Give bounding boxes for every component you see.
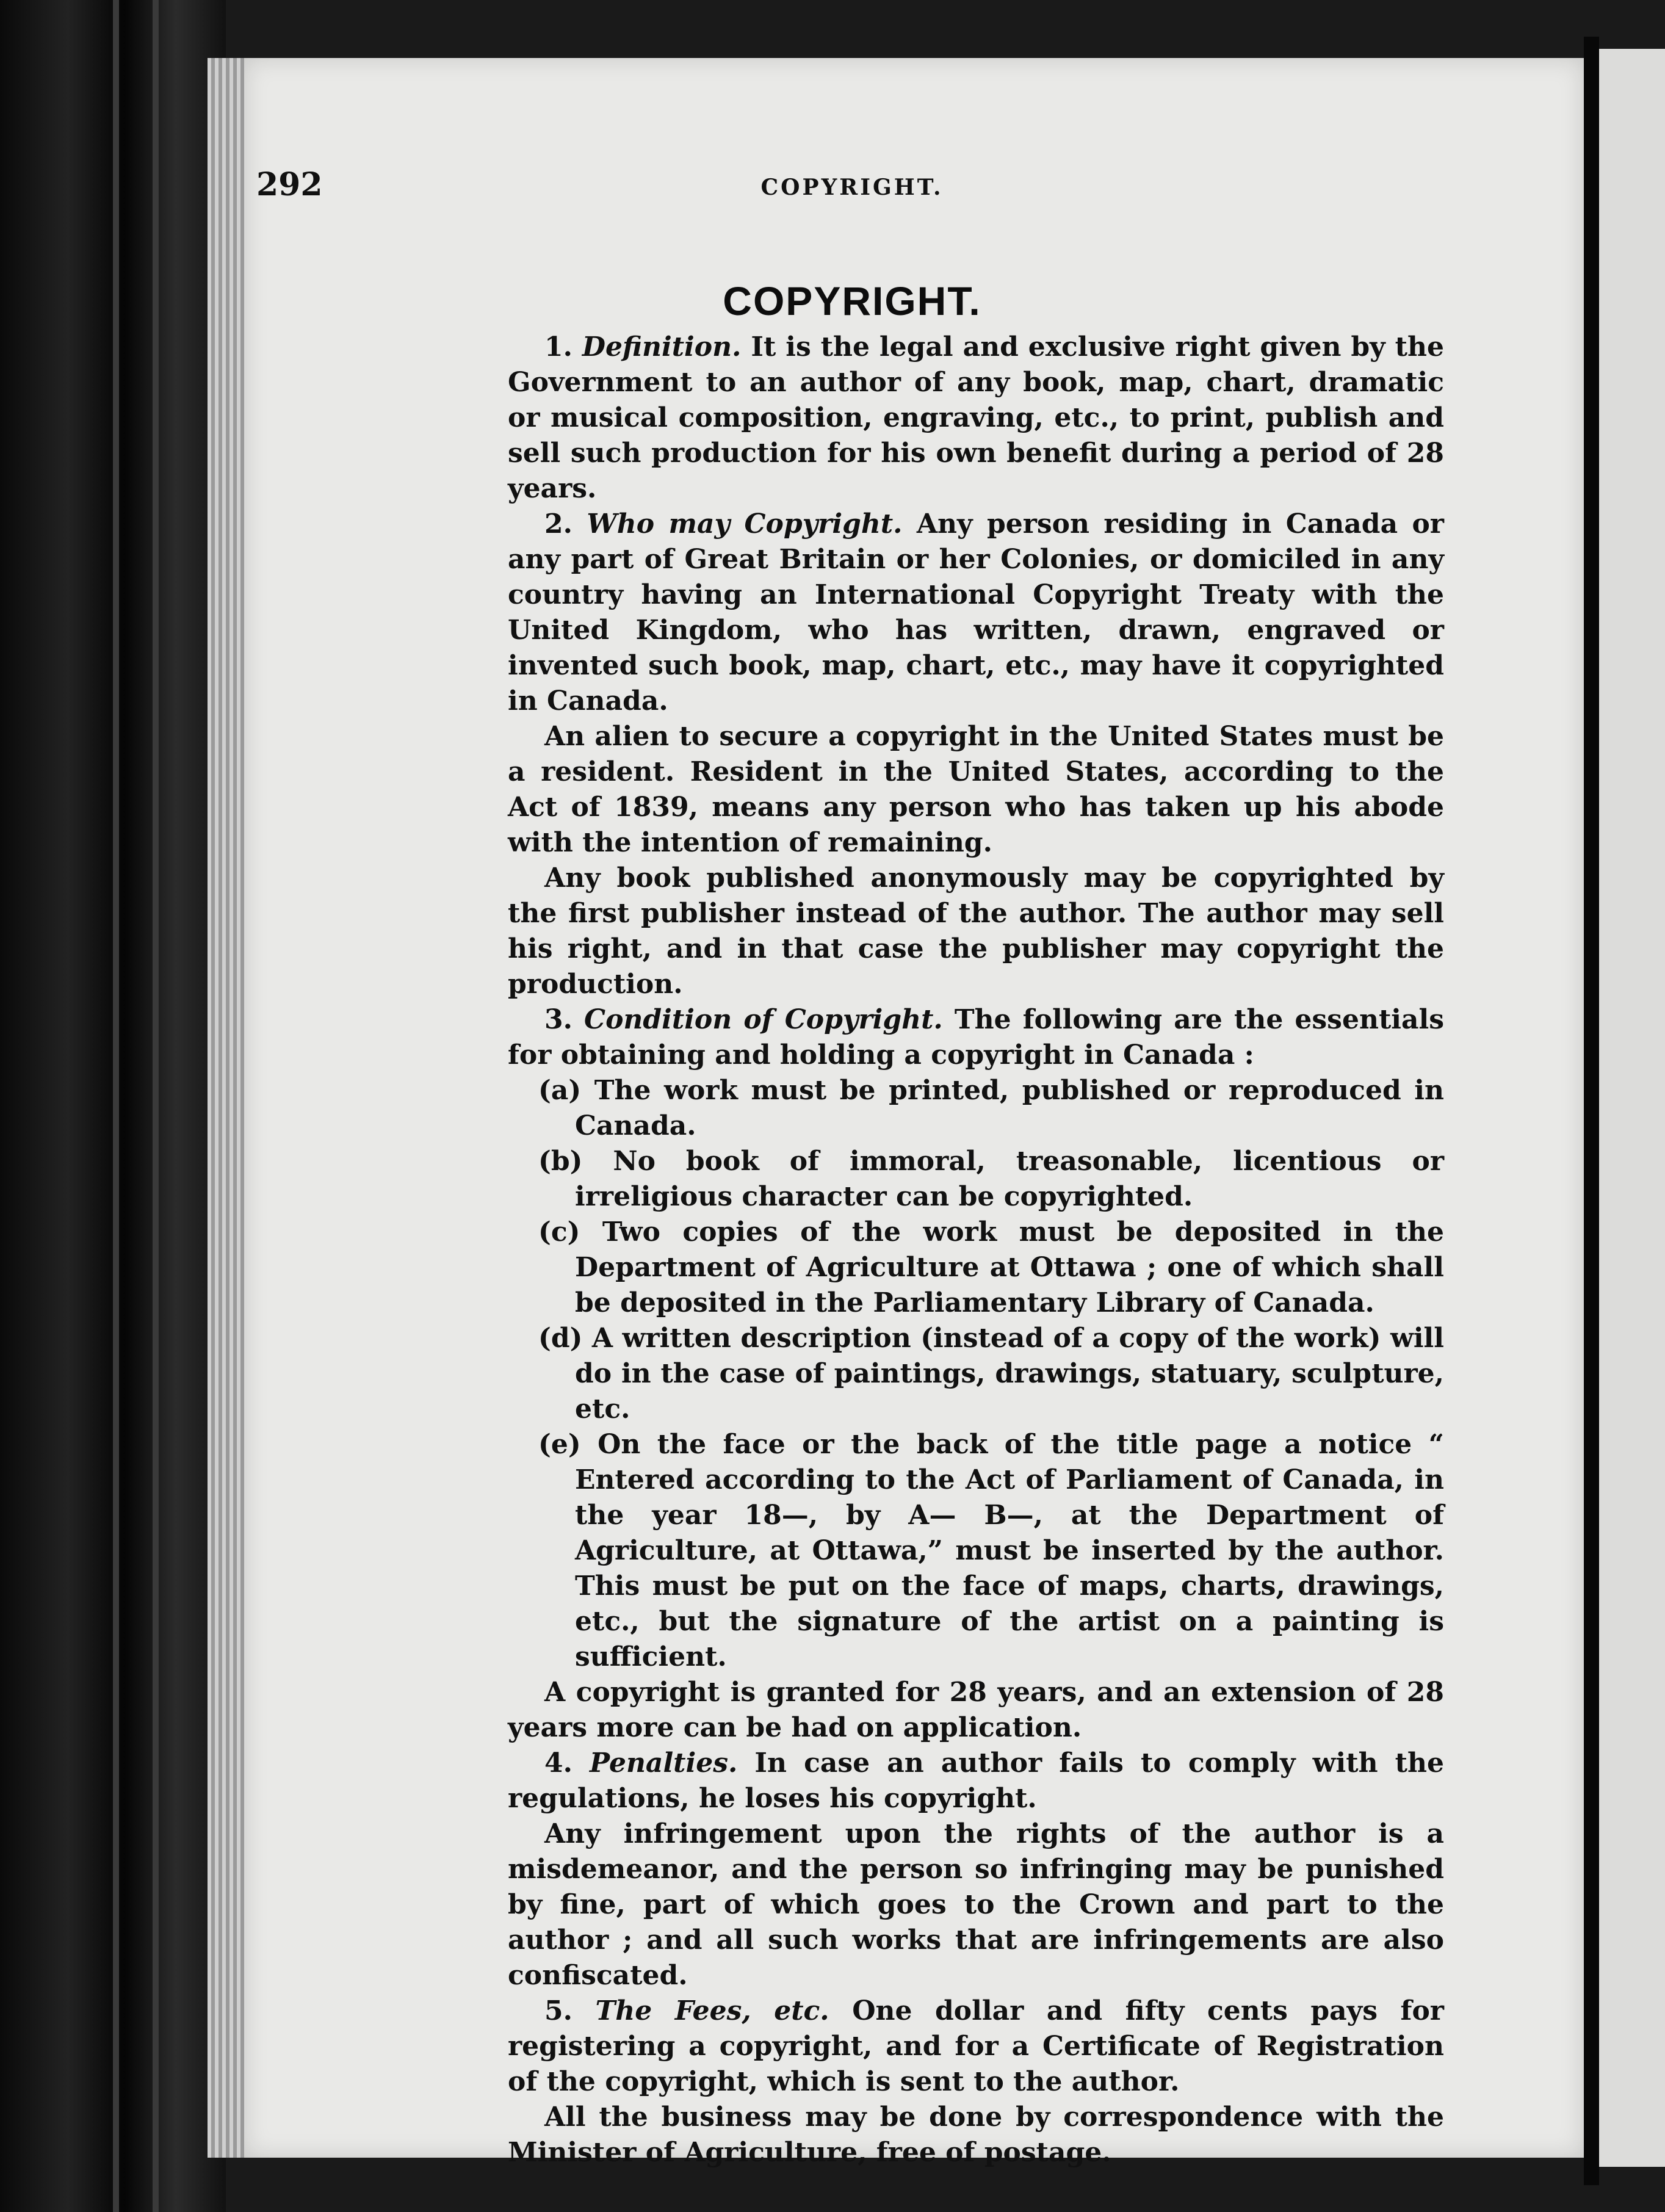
- section-number: 3.: [544, 1004, 572, 1035]
- section-text: The following are the essentials for obtaining and holding a copyright in Canada :: [508, 1004, 1444, 1071]
- condition-item: [538, 1321, 1444, 1427]
- condition-item: [538, 1073, 1444, 1144]
- paragraph-business: All the business may be done by correspondence with the Minister of Agriculture, free of postage.: [508, 2102, 1444, 2168]
- section-text: Any person residing in Canada or any part of Great Britain or her Colonies, or domiciled in any country having an International Copyright Treaty with the United Kingdom, who has written, drawn, engraved or invented such book, map, chart, etc., may have it copyrighted in Canada.: [508, 508, 1444, 717]
- section-number: 1.: [544, 331, 572, 363]
- running-head-title: COPYRIGHT.: [760, 175, 944, 200]
- item-text: The work must be printed, published or reproduced in Canada.: [575, 1075, 1444, 1141]
- section-number: 4.: [544, 1748, 572, 1779]
- binding-line: [113, 0, 119, 2212]
- page-edges: [208, 58, 244, 2158]
- section-penalties: [508, 1746, 1444, 1816]
- paragraph-term: A copyright is granted for 28 years, and an extension of 28 years more can be had on application.: [508, 1677, 1444, 1743]
- section-heading: Condition of Copyright.: [584, 1004, 943, 1035]
- condition-item: [538, 1215, 1444, 1321]
- paragraph-anonymous: Any book published anonymously may be copyrighted by the first publisher instead of the author. The author may sell his right, and in that case the publisher may copyright the production.: [508, 862, 1444, 1000]
- item-label: (a): [538, 1075, 582, 1106]
- item-text: Two copies of the work must be deposited in the Department of Agriculture at Ottawa ; one of which shall be deposited in the Parliamentary Library of Canada.: [575, 1216, 1444, 1318]
- item-text: No book of immoral, treasonable, licentious or irreligious character can be copyrighted.: [575, 1146, 1445, 1212]
- section-number: 2.: [544, 508, 572, 540]
- item-label: (d): [538, 1323, 583, 1354]
- section-who-may-copyright: [508, 507, 1444, 719]
- paragraph-alien: An alien to secure a copyright in the United States must be a resident. Resident in the United States, according to the Act of 1839, means any person who has taken up his abode with the intention of remaining.: [508, 721, 1444, 858]
- binding-line: [153, 0, 159, 2212]
- section-text: It is the legal and exclusive right given by the Government to an author of any book, map, chart, dramatic or musical composition, engraving, etc., to print, publish and sell such production for his own benefit during a period of 28 years.: [508, 331, 1444, 504]
- item-label: (b): [538, 1146, 583, 1177]
- running-head: [256, 166, 1448, 215]
- paragraph-infringement: Any infringement upon the rights of the author is a misdemeanor, and the person so infringing may be punished by fine, part of which goes to the Crown and part to the author ; and all such works that are infringements are also confiscated.: [508, 1818, 1444, 1991]
- gutter: [1584, 37, 1599, 2185]
- next-page-edge: [1599, 49, 1665, 2167]
- section-definition: [508, 330, 1444, 507]
- section-number: 5.: [544, 1995, 572, 2026]
- section-fees: [508, 1993, 1444, 2100]
- chapter-title: COPYRIGHT.: [723, 278, 981, 323]
- section-heading: Penalties.: [590, 1748, 738, 1779]
- section-heading: Who may Copyright.: [587, 508, 903, 540]
- page-number: 292: [256, 166, 323, 203]
- item-text: On the face or the back of the title page a notice “ Entered according to the Act of Parliament of Canada, in the year 18—, by A— B—, at the Department of Agriculture, at Ottawa,” must be inserted by the author. This must be put on the face of maps, charts, drawings, etc., but the signature of the artist on a painting is sufficient.: [575, 1429, 1444, 1672]
- item-label: (c): [538, 1216, 580, 1248]
- section-text: In case an author fails to comply with the regulations, he loses his copyright.: [508, 1748, 1444, 1814]
- section-heading: The Fees, etc.: [595, 1995, 829, 2026]
- section-heading: Definition.: [582, 331, 742, 363]
- section-condition: [508, 1002, 1444, 1073]
- condition-item: [538, 1427, 1444, 1675]
- body-text: [508, 330, 1444, 2170]
- section-text: One dollar and fifty cents pays for registering a copyright, and for a Certificate of Registration of the copyright, which is sent to the author.: [508, 1995, 1444, 2097]
- item-label: (e): [538, 1429, 581, 1460]
- condition-item: [538, 1144, 1445, 1215]
- item-text: A written description (instead of a copy of the work) will do in the case of paintings, drawings, statuary, sculpture, etc.: [575, 1323, 1444, 1425]
